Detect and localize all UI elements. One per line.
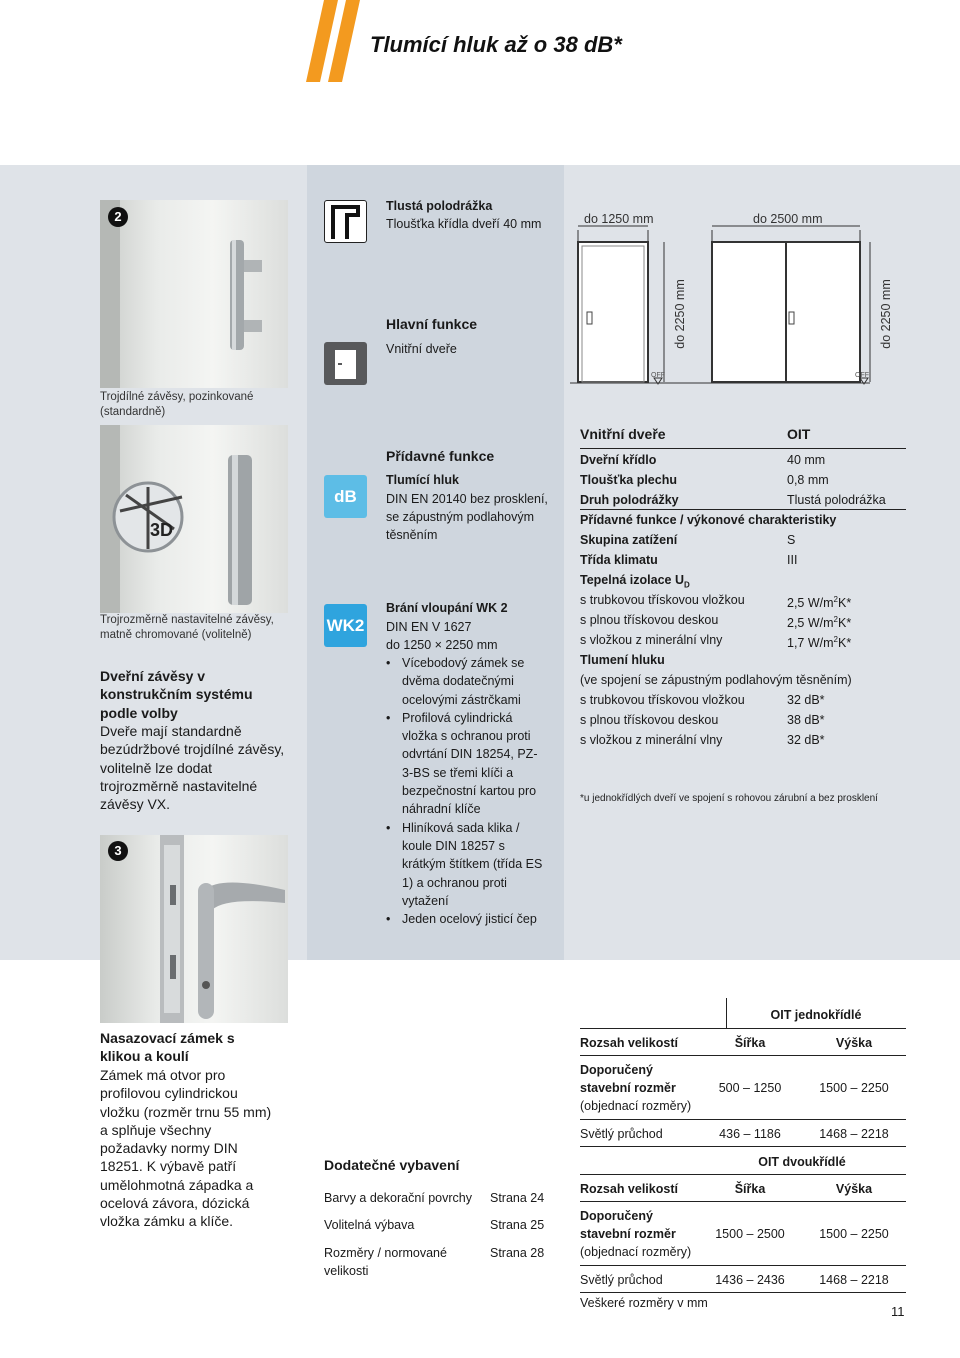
divider (580, 1055, 906, 1056)
size-header-width: Šířka (734, 1182, 766, 1196)
value-text: 2,5 W/m (787, 616, 834, 631)
rec-label-1: Doporučený (580, 1063, 653, 1077)
header-logo-stripes (300, 0, 370, 82)
list-item: • Profilová cylindrická vložka s ochranou proti odvrtání DIN 18254, PZ-3-BS se třemi klíči a bezpečnostní kartou pro náhradní klíče (386, 709, 546, 819)
list-item: • Hliníková sada klika / koule DIN 18257 s krátkým štítkem (třída ES 1) a ochranou proti vytažení (386, 819, 546, 910)
divider (580, 1119, 906, 1120)
extra-row-label: Barvy a dekorační povrchy (324, 1191, 472, 1205)
size-header-range: Rozsah velikostí (580, 1036, 678, 1050)
burglar-norm: DIN EN V 1627 (386, 620, 472, 634)
main-function-title: Hlavní funkce (386, 316, 478, 332)
hinge-caption-3d: Trojrozměrně nastavitelné závěsy, matně chromované (volitelně) (100, 614, 274, 641)
single-clear-height: 1468 – 2218 (819, 1127, 889, 1141)
divider (580, 1201, 906, 1202)
double-clear-width: 1436 – 2436 (715, 1273, 785, 1287)
extra-row-label: Rozměry / normované velikosti (324, 1246, 447, 1278)
rebate-icon (324, 200, 367, 243)
lock-heading: Nasazovací zámek s klikou a koulí (100, 1030, 235, 1065)
db-icon: dB (324, 475, 367, 518)
spec-section-title: Přídavné funkce / výkonové charakteristiky (580, 513, 837, 527)
spec-col1-header: Vnitřní dveře (580, 426, 666, 442)
extra-row-page: Strana 25 (490, 1218, 545, 1232)
noise-title: Tlumení hluku (580, 653, 665, 667)
spec-label: s vložkou z minerální vlny (580, 633, 723, 647)
burglar-title: Brání vloupání WK 2 (386, 601, 508, 615)
page-number: 11 (891, 1304, 905, 1319)
spec-label: s vložkou z minerální vlny (580, 733, 723, 747)
extra-equipment-title: Dodatečné vybavení (324, 1157, 460, 1173)
value-sup: 2 (833, 635, 838, 644)
extra-row-page: Strana 24 (490, 1191, 545, 1205)
double-rec-height: 1500 – 2250 (819, 1227, 889, 1241)
height-single-label: do 2250 mm (673, 279, 687, 349)
double-rec-width: 1500 – 2500 (715, 1227, 785, 1241)
size-header-width: Šířka (734, 1036, 766, 1050)
divider (580, 1292, 906, 1293)
divider (580, 1174, 906, 1175)
spec-value: 40 mm (787, 453, 826, 467)
spec-value: III (787, 553, 798, 567)
width-single-label: do 1250 mm (584, 212, 654, 226)
spec-footnote: *u jednokřídlých dveří ve spojení s rohovou zárubní a bez prosklení (580, 793, 878, 804)
clear-label: Světlý průchod (580, 1273, 663, 1287)
spec-value: 0,8 mm (787, 473, 829, 487)
hinge-photo-3d (100, 425, 288, 613)
divider (580, 448, 906, 449)
rebate-text: Tloušťka křídla dveří 40 mm (386, 217, 542, 231)
figure-number-3: 3 (108, 841, 128, 861)
page-title: Tlumící hluk až o 38 dB* (370, 32, 622, 57)
figure-number-2: 2 (108, 207, 128, 227)
spec-label: s plnou třískovou deskou (580, 713, 719, 727)
size-note: Veškeré rozměry v mm (580, 1296, 708, 1310)
rec-label-3: (objednací rozměry) (580, 1245, 692, 1259)
size-header-height: Výška (835, 1036, 873, 1050)
size-header-height: Výška (835, 1182, 873, 1196)
divider (580, 1265, 906, 1266)
spec-label: s plnou třískovou deskou (580, 613, 719, 627)
divider (580, 509, 906, 510)
main-function-text: Vnitřní dveře (386, 342, 457, 356)
rec-label-1: Doporučený (580, 1209, 653, 1223)
spec-label: Tloušťka plechu (580, 473, 677, 487)
spec-value: 32 dB* (787, 733, 825, 747)
list-item: • Jeden ocelový jisticí čep (386, 910, 546, 928)
extra-row-page: Strana 28 (490, 1246, 545, 1260)
interior-door-icon (324, 342, 367, 385)
spec-value: 38 dB* (787, 713, 825, 727)
thermal-subscript: D (683, 580, 690, 590)
single-clear-width: 436 – 1186 (719, 1127, 781, 1141)
spec-label: Druh polodrážky (580, 493, 679, 507)
spec-value: S (787, 533, 796, 547)
size-header-range: Rozsah velikostí (580, 1182, 678, 1196)
spec-label: Třída klimatu (580, 553, 658, 567)
width-double-label: do 2500 mm (753, 212, 823, 226)
lock-text: Zámek má otvor pro profilovou cylindrickou vložku (rozměr trnu 55 mm) a splňuje všechny požadavky normy DIN 18251. K výbavě patří umělohmotná západka a ocelová závora, dózická vložka zámku a klíče. (100, 1067, 272, 1230)
spec-label: s trubkovou třískovou vložkou (580, 593, 745, 607)
spec-label: s trubkovou třískovou vložkou (580, 693, 745, 707)
height-double-label: do 2250 mm (879, 279, 893, 349)
value-text: 2,5 W/m (787, 596, 834, 611)
value-sup: 2 (833, 595, 838, 604)
divider (580, 1146, 906, 1147)
noise-note: (ve spojení se zápustným podlahovým těsněním) (580, 673, 852, 687)
spec-value (787, 631, 851, 652)
spec-label: Skupina zatížení (580, 533, 678, 547)
lock-photo (100, 835, 288, 1023)
hinge-text: Dveře mají standardně bezúdržbové trojdílné závěsy, volitelně lze dodat trojrozměrně nastavitelné závěsy VX. (100, 723, 285, 813)
hinge-photo-standard (100, 200, 288, 388)
value-tail: K* (838, 636, 852, 651)
spec-value: 32 dB* (787, 693, 825, 707)
spec-value: Tlustá polodrážka (787, 493, 886, 507)
wk2-icon: WK2 (324, 604, 367, 647)
spec-value (787, 611, 851, 632)
extra-function-title: Přídavné funkce (386, 448, 495, 464)
spec-col2-header: OIT (787, 426, 811, 442)
double-title: OIT dvoukřídlé (758, 1155, 846, 1169)
sound-text: DIN EN 20140 bez prosklení, se zápustným podlahovým těsněním (386, 492, 548, 542)
hinge-caption-standard: Trojdílné závěsy, pozinkované (standardně) (100, 391, 254, 418)
thermal-title-text: Tepelná izolace U (580, 573, 684, 587)
spec-label: Dveřní křídlo (580, 453, 657, 467)
extra-row-label: Volitelná výbava (324, 1218, 415, 1232)
rec-label-2: stavební rozměr (580, 1081, 676, 1095)
clear-label: Světlý průchod (580, 1127, 663, 1141)
badge-3d: 3D (150, 520, 174, 540)
hinge-heading: Dveřní závěsy v konstrukčním systému podle volby (100, 668, 253, 721)
value-tail: K* (838, 616, 852, 631)
single-title: OIT jednokřídlé (770, 1008, 862, 1022)
value-text: 1,7 W/m (787, 636, 834, 651)
value-sup: 2 (833, 615, 838, 624)
rec-label-2: stavební rozměr (580, 1227, 676, 1241)
rec-label-3: (objednací rozměry) (580, 1099, 692, 1113)
single-rec-height: 1500 – 2250 (819, 1081, 889, 1095)
list-item: • Vícebodový zámek se dvěma dodatečnými ocelovými zástrčkami (386, 654, 546, 709)
burglar-size: do 1250 × 2250 mm (386, 638, 498, 652)
single-rec-width: 500 – 1250 (718, 1081, 782, 1095)
double-clear-height: 1468 – 2218 (819, 1273, 889, 1287)
floor-mark-double: OFF (855, 372, 869, 379)
sound-title: Tlumící hluk (386, 473, 459, 487)
value-tail: K* (838, 596, 852, 611)
divider (580, 1028, 906, 1029)
spec-value (787, 591, 851, 612)
rebate-title: Tlustá polodrážka (386, 199, 493, 213)
floor-mark-single: OFF (651, 372, 665, 379)
burglar-feature-list (386, 654, 546, 928)
